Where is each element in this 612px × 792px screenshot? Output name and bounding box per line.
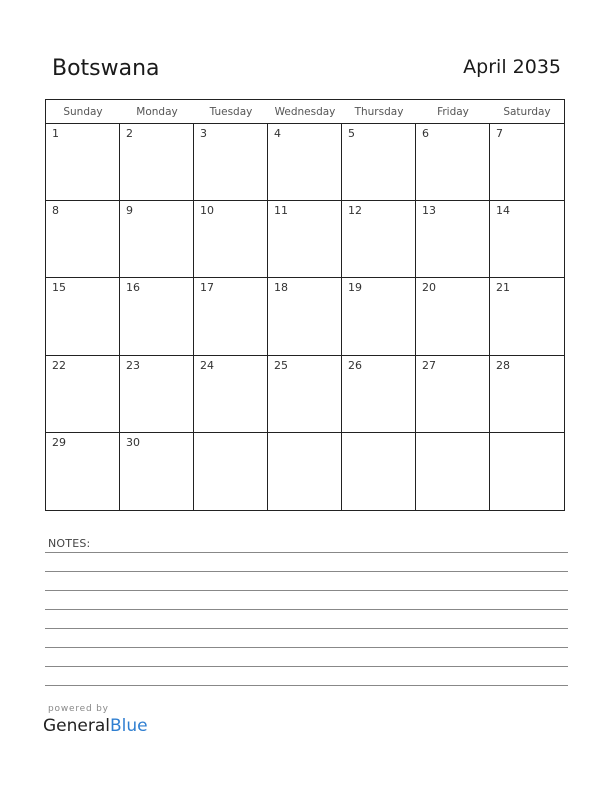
day-number: 29 <box>52 435 66 449</box>
day-cell <box>342 201 416 278</box>
day-cell <box>46 356 120 433</box>
notes-label: NOTES: <box>48 537 91 550</box>
calendar-grid <box>45 99 565 511</box>
day-number: 6 <box>422 127 429 140</box>
weekday-header: Friday <box>416 100 490 124</box>
day-number: 18 <box>274 281 288 295</box>
day-cell <box>268 433 342 510</box>
day-number: 2 <box>126 127 133 140</box>
notes-line <box>45 666 568 667</box>
brand-part-blue: Blue <box>110 716 148 736</box>
weekday-header: Monday <box>120 100 194 124</box>
day-cell <box>416 433 490 510</box>
day-number: 28 <box>496 358 510 372</box>
notes-line <box>45 628 568 629</box>
day-number: 10 <box>200 204 214 218</box>
day-cell <box>490 201 564 278</box>
day-cell <box>342 356 416 433</box>
notes-line <box>45 590 568 591</box>
day-number: 24 <box>200 358 214 372</box>
day-cell <box>120 201 194 278</box>
day-number: 11 <box>274 204 288 218</box>
day-number: 12 <box>348 204 362 218</box>
day-number: 27 <box>422 358 436 372</box>
notes-line <box>45 609 568 610</box>
day-cell <box>46 124 120 201</box>
weekday-header: Thursday <box>342 100 416 124</box>
day-number: 4 <box>274 127 281 140</box>
day-cell <box>416 124 490 201</box>
day-number: 5 <box>348 127 355 140</box>
day-cell <box>490 124 564 201</box>
day-number: 19 <box>348 281 362 295</box>
day-number: 22 <box>52 358 66 372</box>
day-number: 3 <box>200 127 207 140</box>
day-cell <box>416 201 490 278</box>
day-cell <box>268 124 342 201</box>
day-cell <box>46 433 120 510</box>
day-number: 25 <box>274 358 288 372</box>
day-cell <box>342 124 416 201</box>
month-year-title: April 2035 <box>463 56 561 78</box>
day-number: 9 <box>126 204 133 218</box>
day-cell <box>268 278 342 355</box>
day-number: 16 <box>126 281 140 295</box>
notes-line <box>45 571 568 572</box>
brand-logo <box>43 716 148 736</box>
day-cell <box>120 278 194 355</box>
day-cell <box>342 433 416 510</box>
weekday-header: Wednesday <box>268 100 342 124</box>
day-number: 15 <box>52 281 66 295</box>
day-cell <box>490 433 564 510</box>
country-title: Botswana <box>52 56 160 81</box>
weekday-header: Saturday <box>490 100 564 124</box>
day-cell <box>194 201 268 278</box>
day-cell <box>46 201 120 278</box>
day-cell <box>490 278 564 355</box>
day-cell <box>194 124 268 201</box>
day-number: 17 <box>200 281 214 295</box>
day-number: 21 <box>496 281 510 295</box>
day-number: 8 <box>52 204 59 218</box>
day-number: 7 <box>496 127 503 140</box>
day-cell <box>416 278 490 355</box>
day-number: 13 <box>422 204 436 218</box>
day-number: 30 <box>126 435 140 449</box>
brand-part-general: General <box>43 716 110 736</box>
notes-line <box>45 647 568 648</box>
day-cell <box>194 278 268 355</box>
day-cell <box>194 433 268 510</box>
day-number: 14 <box>496 204 510 218</box>
day-number: 23 <box>126 358 140 372</box>
day-cell <box>46 278 120 355</box>
day-number: 1 <box>52 127 59 140</box>
day-cell <box>268 201 342 278</box>
weekday-header: Sunday <box>46 100 120 124</box>
day-number: 26 <box>348 358 362 372</box>
powered-by-text: powered by <box>48 704 109 714</box>
day-cell <box>194 356 268 433</box>
day-cell <box>342 278 416 355</box>
weekday-header: Tuesday <box>194 100 268 124</box>
day-cell <box>120 433 194 510</box>
day-cell <box>490 356 564 433</box>
day-cell <box>120 124 194 201</box>
day-cell <box>416 356 490 433</box>
day-cell <box>268 356 342 433</box>
day-number: 20 <box>422 281 436 295</box>
notes-line <box>45 552 568 553</box>
notes-line <box>45 685 568 686</box>
day-cell <box>120 356 194 433</box>
